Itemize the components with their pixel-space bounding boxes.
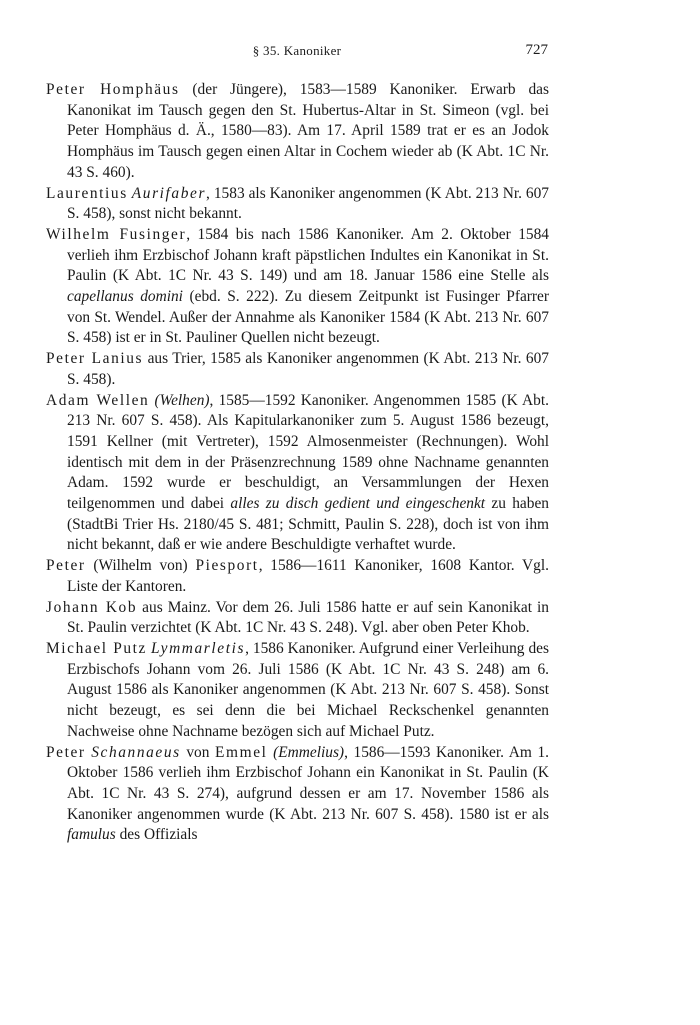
entry-name: Wilhelm Fusinger	[46, 225, 187, 243]
entry-name-variant: (Emmelius)	[273, 743, 345, 761]
entry-text: , 1586 Kanoniker. Aufgrund einer Verleihung des Erzbischofs Johann vom 26. Juli 1586 (K Abt. 1C Nr. 43 S. 248) am 6. August 1586 als Kanoniker angenommen (K Abt. 213 Nr. 607 S. 458). Sonst nicht bezeugt, es sei denn die bei Michael Reckschenkel genannten Nachweise ohne Nachname bezögen sich auf Michael Putz.	[67, 639, 549, 740]
entry-text-continued: zu haben (StadtBi Trier Hs. 2180/45 S. 481; Schmitt, Paulin S. 228), doch ist von ihm nicht bekannt, daß er wie andere Beschuldigte verhaftet wurde.	[67, 495, 549, 554]
entry-name-italic: Lymmarletis	[150, 639, 246, 657]
section-title: § 35. Kanoniker	[252, 43, 342, 58]
entry-text-continued: (ebd. S. 222). Zu diesem Zeitpunkt ist Fusinger Pfarrer von St. Wendel. Außer der Annahme als Kanoniker 1584 (K Abt. 213 Nr. 607 S. 458) ist er in St. Pauliner Quellen nicht bezeugt.	[67, 288, 550, 347]
entry-name-middle: von	[180, 743, 216, 761]
entry-text: aus Trier, 1585 als Kanoniker angenommen (K Abt. 213 Nr. 607 S. 458).	[67, 350, 549, 388]
entry-wilhelm-fusinger	[46, 225, 549, 349]
entry-name-first: Peter	[46, 557, 86, 575]
entry-name-variant: (Welhen)	[154, 391, 210, 409]
page-number: 727	[525, 42, 548, 58]
entry-laurentius-aurifaber	[46, 184, 549, 225]
entry-name-last: Emmel	[215, 743, 268, 761]
entry-name: Michael Putz	[46, 639, 147, 657]
entry-name-last: Piesport	[195, 557, 259, 575]
entry-johann-kob	[46, 598, 549, 639]
entry-name: Adam Wellen	[46, 391, 150, 409]
entry-peter-piesport	[46, 556, 549, 597]
entry-name-first: Peter	[46, 743, 86, 761]
entry-italic-phrase: alles zu disch gedient und eingeschenkt	[230, 495, 486, 513]
entry-italic-phrase: capellanus domini	[67, 288, 183, 306]
entry-name-middle: (Wilhelm von)	[85, 557, 196, 575]
entry-michael-putz	[46, 639, 549, 743]
entry-name: Peter Lanius	[46, 350, 144, 368]
entry-text: , 1586—1593 Kanoniker. Am 1. Oktober 1586 verlieh ihm Erzbischof Johann ein Kanonikat in St. Paulin (K Abt. 1C Nr. 43 S. 274), aufgrund dessen er am 17. November 1586 als Kanoniker angenommen wurde (K Abt. 213 Nr. 607 S. 458). 1580 ist er als	[67, 743, 549, 823]
entry-text: , 1583 als Kanoniker angenommen (K Abt. 213 Nr. 607 S. 458), sonst nicht bekannt.	[67, 184, 549, 223]
entry-name: Laurentius	[46, 184, 128, 202]
entry-name-italic: Aurifaber	[131, 184, 207, 202]
entry-name-italic: Schannaeus	[91, 743, 181, 761]
entry-text: aus Mainz. Vor dem 26. Juli 1586 hatte er auf sein Kanonikat in St. Paulin verzichtet (K Abt. 1C Nr. 43 S. 248). Vgl. aber oben Peter Khob.	[67, 598, 549, 637]
entry-italic-phrase: famulus	[67, 826, 116, 844]
entry-text: , 1584 bis nach 1586 Kanoniker. Am 2. Oktober 1584 verlieh ihm Erzbischof Johann kraft päpstlichen Indultes ein Kanonikat in St. Paulin (K Abt. 1C Nr. 43 S. 149) und am 18. Januar 1586 eine Stelle als	[67, 225, 549, 285]
entry-name: Johann Kob	[46, 598, 138, 616]
entry-name: Peter Homphäus	[46, 81, 180, 98]
entry-adam-wellen	[46, 391, 549, 557]
running-header	[46, 42, 548, 62]
entry-text: , 1586—1611 Kanoniker, 1608 Kantor. Vgl. Liste der Kantoren.	[67, 557, 549, 595]
entry-peter-lanius	[46, 349, 549, 390]
entry-peter-schannaeus	[46, 743, 549, 847]
entry-text-continued: des Offizials	[115, 826, 198, 844]
document-body	[46, 80, 549, 846]
entry-peter-homphaeus	[46, 80, 549, 184]
entry-text: , 1585—1592 Kanoniker. Angenommen 1585 (K Abt. 213 Nr. 607 S. 458). Als Kapitularkanoniker zum 5. August 1586 bezeugt, 1591 Kellner (mit Vertreter), 1592 Almosenmeister (Rechnungen). Wohl identisch mit dem in der Präsenzrechnung 1589 ohne Nachname genannten Adam. 1592 wurde er beschuldigt, an Versammlungen der Hexen teilgenommen und dabei	[67, 391, 549, 513]
entry-text: (der Jüngere), 1583—1589 Kanoniker. Erwarb das Kanonikat im Tausch gegen den St. Hubertus-Altar in St. Simeon (vgl. bei Peter Homphäus d. Ä., 1580—83). Am 17. April 1589 trat er es an Jodok Homphäus im Tausch gegen einen Altar in Cochem wieder ab (K Abt. 1C Nr. 43 S. 460).	[67, 81, 549, 181]
